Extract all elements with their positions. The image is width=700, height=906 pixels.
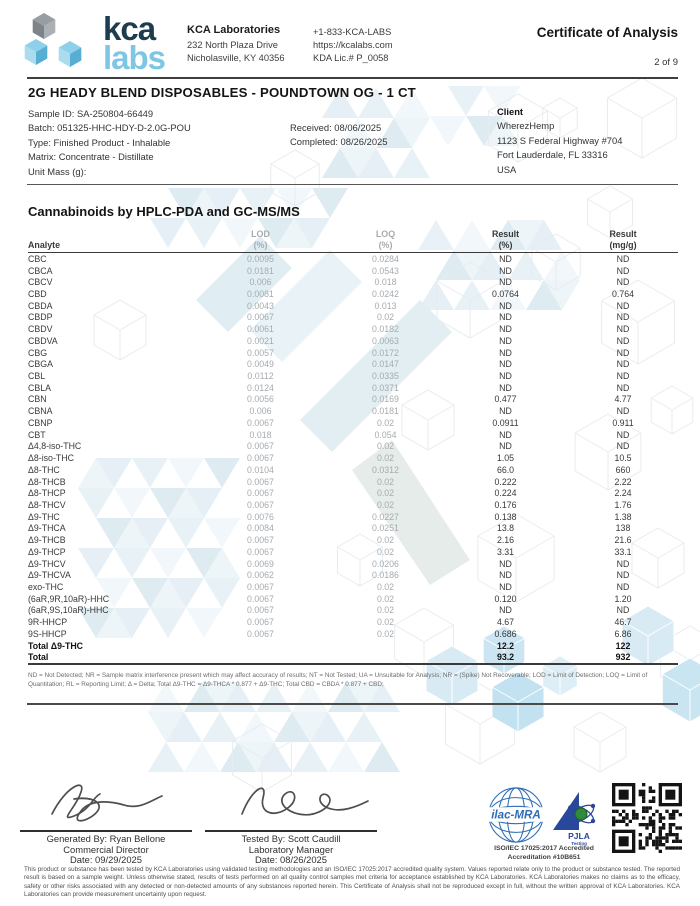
table-row: [28, 358, 678, 370]
cell-a: CBT: [28, 429, 46, 440]
cell-loq: 0.0312: [372, 464, 399, 475]
cell-lod: 0.0067: [247, 488, 274, 499]
footnote-divider: [27, 703, 678, 705]
sample-matrix: Matrix: Concentrate - Distillate: [28, 151, 154, 163]
iso-line1: ISO/IEC 17025:2017 Accredited: [494, 845, 594, 852]
cell-pct: ND: [499, 265, 512, 276]
cell-loq: 0.02: [376, 476, 395, 487]
client-country: USA: [497, 163, 517, 175]
cell-pct: ND: [499, 441, 512, 452]
cell-lod: 0.0067: [247, 617, 274, 628]
column-header-analyte: Analyte: [28, 239, 61, 250]
cell-mgg: ND: [616, 312, 630, 323]
generated-role: Commercial Director: [63, 843, 149, 855]
cell-a: Δ8-iso-THC: [28, 453, 74, 464]
cell-a: CBN: [28, 394, 47, 405]
pjla-sub-label: Testing: [571, 841, 587, 846]
cell-loq: 0.0169: [372, 394, 399, 405]
cell-mgg: 1.20: [614, 593, 632, 604]
cell-pct: 0.138: [494, 511, 517, 522]
sample-batch: Batch: 051325-HHC-HDY-D-2.0G-POU: [28, 122, 191, 134]
cell-lod: 0.0067: [247, 312, 274, 323]
cell-mgg: ND: [616, 359, 630, 370]
cell-loq: 0.02: [376, 499, 395, 510]
cell-mgg: ND: [616, 265, 630, 276]
cell-lod: 0.0076: [247, 511, 274, 522]
cell-a: CBG: [28, 347, 48, 358]
completed-date: Completed: 08/26/2025: [290, 136, 388, 148]
cell-a: Δ8-THCB: [28, 476, 66, 487]
sample-info-block: [28, 107, 278, 179]
result-pct-label: Result: [491, 229, 520, 239]
cell-lod: 0.0067: [247, 593, 274, 604]
cell-a: CBDP: [28, 312, 53, 323]
section-title: Cannabinoids by HPLC-PDA and GC-MS/MS: [28, 204, 300, 219]
cell-loq: 0.0206: [372, 558, 399, 569]
cell-lod: 0.0061: [247, 324, 274, 335]
cell-mgg: ND: [616, 441, 630, 452]
table-row: [28, 429, 678, 441]
table-row: [28, 464, 678, 476]
cell-pct: 66.0: [496, 464, 515, 475]
tested-signature-line: [205, 830, 377, 832]
cell-loq: 0.013: [374, 300, 397, 311]
cell-lod: 0.006: [249, 406, 272, 417]
cell-loq: 0.02: [376, 628, 395, 639]
table-row: [28, 616, 678, 628]
cell-a: 9S-HHCP: [28, 628, 67, 639]
cell-a: CBDV: [28, 324, 53, 335]
cell-pct: ND: [499, 406, 512, 417]
lab-license: KDA Lic.# P_0058: [313, 53, 389, 63]
sample-type: Type: Finished Product - Inhalable: [28, 136, 171, 148]
cell-loq: 0.02: [376, 605, 395, 616]
generated-signature-icon: [40, 772, 180, 828]
logo-word-labs: labs: [103, 39, 166, 76]
cell-mgg: ND: [616, 558, 630, 569]
lab-address-line2: Nicholasville, KY 40356: [187, 53, 285, 63]
cell-loq: 0.0172: [372, 347, 399, 358]
cell-pct: 0.120: [494, 593, 517, 604]
cell-pct: 13.8: [496, 523, 515, 534]
cell-a: CBLA: [28, 382, 51, 393]
cell-pct: ND: [499, 382, 512, 393]
cell-lod: 0.0062: [247, 570, 274, 581]
table-row: [28, 335, 678, 347]
cell-a: Δ4,8-iso-THC: [28, 441, 82, 452]
cell-mgg: 0.911: [612, 417, 634, 428]
cell-pct: ND: [499, 300, 512, 311]
table-body: [28, 253, 678, 665]
cell-a: CBDVA: [28, 335, 58, 346]
cell-mgg: 0.764: [611, 289, 634, 300]
lab-address-block: [187, 24, 307, 65]
ilac-mra-badge-icon: [487, 786, 545, 844]
cell-pct: 0.222: [494, 476, 517, 487]
cell-loq: 0.02: [376, 617, 395, 628]
cell-lod: 0.0067: [247, 581, 274, 592]
cell-mgg: 932: [615, 652, 631, 663]
cell-mgg: ND: [616, 253, 630, 264]
cell-loq: 0.02: [376, 546, 395, 557]
cell-loq: 0.0251: [372, 523, 399, 534]
lod-label: LOD: [251, 229, 270, 239]
client-address2: Fort Lauderdale, FL 33316: [497, 149, 608, 161]
cell-a: CBNP: [28, 417, 53, 428]
cell-loq: 0.02: [376, 312, 395, 323]
cell-loq: 0.02: [376, 417, 395, 428]
cell-loq: 0.0227: [372, 511, 399, 522]
loq-unit: (%): [378, 239, 393, 250]
svg-text:ilac-MRA: ilac-MRA: [491, 808, 541, 822]
cell-a: Total: [28, 652, 49, 663]
cell-mgg: ND: [616, 335, 630, 346]
table-row: [28, 546, 678, 558]
cell-pct: ND: [499, 253, 512, 264]
cell-lod: 0.0069: [247, 558, 274, 569]
cell-pct: ND: [499, 429, 512, 440]
lab-name: KCA Laboratories: [187, 24, 281, 36]
table-row: [28, 253, 678, 265]
cell-lod: 0.0067: [247, 441, 274, 452]
client-label: Client: [497, 106, 524, 117]
cell-lod: 0.0181: [247, 265, 274, 276]
cell-mgg: 10.5: [614, 453, 632, 464]
cell-pct: ND: [499, 371, 512, 382]
cell-pct: 4.67: [496, 617, 515, 628]
cell-pct: ND: [499, 277, 512, 288]
tested-signature-icon: [228, 770, 378, 828]
cell-mgg: ND: [616, 406, 630, 417]
cell-loq: 0.0543: [372, 265, 399, 276]
table-row: [28, 276, 678, 288]
cell-loq: 0.0063: [372, 335, 399, 346]
kca-cubes-icon: [20, 12, 100, 74]
cell-loq: 0.0186: [372, 570, 399, 581]
cell-loq: 0.02: [376, 535, 395, 546]
result-mgg-label: Result: [609, 229, 637, 239]
cell-pct: ND: [499, 347, 512, 358]
cell-mgg: ND: [616, 300, 630, 311]
cell-lod: 0.0067: [247, 628, 274, 639]
table-row: [28, 523, 678, 535]
cell-loq: 0.0371: [372, 382, 399, 393]
tested-role: Laboratory Manager: [248, 843, 334, 855]
lab-phone: +1-833-KCA-LABS: [313, 27, 392, 37]
loq-label: LOQ: [375, 229, 396, 239]
cell-pct: 3.31: [496, 546, 515, 557]
cell-lod: 0.0021: [247, 335, 274, 346]
lab-contact-block: [313, 26, 443, 65]
cell-loq: 0.02: [376, 581, 395, 592]
cannabinoid-table: [28, 229, 678, 665]
table-row: [28, 558, 678, 570]
cell-mgg: ND: [616, 581, 630, 592]
table-row: [28, 651, 678, 663]
table-header: [28, 229, 678, 253]
cell-lod: 0.0067: [247, 535, 274, 546]
cell-pct: 1.05: [496, 453, 515, 464]
generated-by-block: [20, 834, 192, 866]
cell-lod: 0.0067: [247, 499, 274, 510]
cell-pct: ND: [499, 312, 512, 323]
document-title: Certificate of Analysis: [536, 25, 678, 40]
cell-a: (6aR,9R,10aR)-HHC: [28, 593, 110, 604]
cell-a: CBGA: [28, 359, 53, 370]
sample-unit-mass: Unit Mass (g):: [28, 165, 87, 177]
cell-mgg: 660: [615, 464, 631, 475]
client-address1: 1123 S Federal Highway #704: [497, 134, 623, 146]
table-row: [28, 441, 678, 453]
cell-lod: 0.0104: [247, 464, 274, 475]
lod-unit: (%): [253, 239, 268, 250]
pjla-label: PJLA: [568, 831, 590, 841]
client-name: WherezHemp: [497, 120, 555, 132]
cell-lod: 0.0067: [247, 417, 274, 428]
cell-mgg: 4.77: [614, 394, 632, 405]
iso-line2: Accreditation #10B651: [507, 853, 581, 861]
table-row: [28, 370, 678, 382]
column-header-result-pct: [443, 229, 568, 250]
cell-a: CBNA: [28, 406, 53, 417]
cell-lod: 0.0084: [247, 523, 274, 534]
cell-lod: 0.0043: [247, 300, 274, 311]
cell-pct: ND: [499, 335, 512, 346]
header-divider: [27, 77, 678, 79]
table-row: [28, 569, 678, 581]
cell-pct: ND: [499, 581, 512, 592]
cell-a: CBL: [28, 371, 46, 382]
cell-mgg: ND: [616, 371, 630, 382]
cell-a: exo-THC: [28, 581, 64, 592]
pjla-badge-icon: [550, 788, 604, 846]
cell-a: CBCV: [28, 277, 53, 288]
tested-by-block: [205, 834, 377, 866]
cell-lod: 0.0067: [247, 476, 274, 487]
table-row: [28, 628, 678, 640]
table-row: [28, 417, 678, 429]
cell-mgg: 138: [615, 523, 631, 534]
cell-mgg: ND: [616, 382, 630, 393]
cell-a: (6aR,9S,10aR)-HHC: [28, 605, 109, 616]
legal-disclaimer: This product or substance has been tested by KCA Laboratories using validated testing methodologies and an ISO/IEC 17025:2017 accredited quality system. Values reported relate only to the product or substance tested. The reported result is based on a sample weight. Unless otherwise stated, results of tests performed on all quality control samples met criteria for acceptance established by KCA Laboratories. KCA Laboratories makes no claims as to the efficacy, safety or other risks associated with any detected or non-detected amounts of any substances reported herein. This Certificate of Analysis shall not be reproduced except in full, without the written approval of KCA Laboratories. KCA Laboratories can provide measurement uncertainty upon request.: [24, 866, 680, 898]
cell-lod: 0.0112: [247, 371, 274, 382]
cell-mgg: 2.24: [614, 488, 632, 499]
cell-pct: 0.0764: [492, 289, 519, 300]
cell-a: CBDA: [28, 300, 53, 311]
cell-lod: 0.006: [249, 277, 272, 288]
table-row: [28, 511, 678, 523]
cell-a: Δ9-THC: [28, 511, 60, 522]
table-row: [28, 394, 678, 406]
cell-mgg: ND: [616, 605, 630, 616]
result-pct-unit: (%): [498, 239, 513, 250]
cell-a: Δ9-THCV: [28, 558, 66, 569]
cell-pct: 0.477: [494, 394, 517, 405]
table-row: [28, 288, 678, 300]
cell-pct: ND: [499, 605, 512, 616]
cell-mgg: ND: [616, 429, 630, 440]
column-header-result-mgg: [568, 229, 678, 250]
cell-loq: 0.018: [374, 277, 397, 288]
qr-code-icon: [612, 783, 682, 853]
table-row: [28, 347, 678, 359]
cell-pct: 0.0911: [492, 417, 519, 428]
cell-mgg: ND: [616, 570, 630, 581]
cell-loq: 0.02: [376, 453, 395, 464]
table-row: [28, 487, 678, 499]
cell-a: CBC: [28, 253, 47, 264]
cell-pct: ND: [499, 558, 512, 569]
cell-loq: 0.02: [376, 441, 395, 452]
tested-by: Tested By: Scott Caudill: [241, 833, 341, 844]
cell-loq: 0.0182: [372, 324, 399, 335]
cell-lod: 0.0124: [247, 382, 274, 393]
cell-pct: ND: [499, 359, 512, 370]
cell-a: Δ9-THCA: [28, 523, 66, 534]
cell-lod: 0.0081: [247, 289, 274, 300]
received-date: Received: 08/06/2025: [290, 122, 382, 133]
cell-lod: 0.0056: [247, 394, 274, 405]
cell-lod: 0.0067: [247, 605, 274, 616]
cell-mgg: 21.6: [614, 535, 632, 546]
cell-lod: 0.0067: [247, 453, 274, 464]
lab-website[interactable]: https://kcalabs.com: [313, 40, 393, 50]
cell-loq: 0.0147: [372, 359, 399, 370]
cell-loq: 0.0242: [372, 289, 399, 300]
cell-a: Δ8-THCV: [28, 499, 66, 510]
cell-lod: 0.018: [249, 429, 272, 440]
cell-pct: ND: [499, 324, 512, 335]
table-row: [28, 499, 678, 511]
cell-pct: 0.686: [494, 628, 517, 639]
cell-loq: 0.02: [376, 593, 395, 604]
cell-lod: 0.0057: [247, 347, 274, 358]
info-divider: [27, 184, 678, 185]
cell-pct: 0.224: [494, 488, 517, 499]
cell-mgg: 33.1: [614, 546, 632, 557]
generated-date: Date: 09/29/2025: [70, 854, 142, 866]
cell-mgg: 122: [615, 640, 631, 651]
cell-a: Δ8-THC: [28, 464, 60, 475]
accreditation-text: [473, 845, 615, 862]
cell-a: Δ8-THCP: [28, 488, 66, 499]
table-row: [28, 605, 678, 617]
cell-pct: 93.2: [496, 652, 515, 663]
cell-a: Total Δ9-THC: [28, 640, 84, 651]
product-title: 2G HEADY BLEND DISPOSABLES - POUNDTOWN OG - 1 CT: [28, 85, 416, 100]
cell-mgg: 46.7: [614, 617, 632, 628]
sample-id: Sample ID: SA-250804-66449: [28, 108, 154, 119]
table-row: [28, 452, 678, 464]
table-row: [28, 534, 678, 546]
result-mgg-unit: (mg/g): [609, 239, 637, 250]
cell-a: CBCA: [28, 265, 53, 276]
table-row: [28, 593, 678, 605]
cell-mgg: ND: [616, 347, 630, 358]
cell-lod: 0.0049: [247, 359, 274, 370]
table-row: [28, 476, 678, 488]
table-row: [28, 640, 678, 652]
page-number: 2 of 9: [654, 57, 678, 68]
cell-mgg: 1.38: [614, 511, 632, 522]
cell-mgg: 2.22: [614, 476, 632, 487]
cell-lod: 0.0067: [247, 546, 274, 557]
client-block: [497, 105, 682, 177]
cell-loq: 0.054: [374, 429, 397, 440]
generated-signature-line: [20, 830, 192, 832]
cell-pct: 12.2: [496, 640, 515, 651]
cell-a: Δ9-THCB: [28, 535, 66, 546]
tested-date: Date: 08/26/2025: [255, 854, 327, 866]
cell-loq: 0.0181: [372, 406, 399, 417]
cell-a: 9R-HHCP: [28, 617, 68, 628]
table-footnote: ND = Not Detected; NR = Sample matrix interference present which may affect accuracy of results; NT = Not Tested; UA = Unsuitable for Analysis; NR = (Spike) Not Recoverable; LOD = Limit of Detection; LOQ = Limit of Quantitation; RL = Reporting Limit; Δ = Delta; Total Δ9-THC = Δ9-THCA * 0.877 + Δ9-THC; Total CBD = CBDA * 0.877 + CBD;: [28, 672, 648, 688]
column-header-lod: [193, 229, 328, 250]
dates-block: [290, 121, 460, 150]
table-row: [28, 300, 678, 312]
cell-a: Δ9-THCVA: [28, 570, 71, 581]
table-row: [28, 323, 678, 335]
lab-address-line1: 232 North Plaza Drive: [187, 40, 278, 50]
cell-pct: 2.16: [496, 535, 515, 546]
cell-mgg: ND: [616, 277, 630, 288]
generated-by: Generated By: Ryan Bellone: [46, 833, 166, 844]
table-row: [28, 405, 678, 417]
column-header-loq: [328, 229, 443, 250]
cell-mgg: 1.76: [614, 499, 632, 510]
cell-lod: 0.0095: [247, 253, 274, 264]
cell-pct: ND: [499, 570, 512, 581]
cell-loq: 0.02: [376, 488, 395, 499]
table-row: [28, 312, 678, 324]
kca-logo: [20, 12, 100, 79]
logo-word-kca: kca: [103, 10, 156, 47]
table-row: [28, 265, 678, 277]
cell-loq: 0.0284: [372, 253, 399, 264]
cell-loq: 0.0335: [372, 371, 399, 382]
table-row: [28, 382, 678, 394]
cell-mgg: ND: [616, 324, 630, 335]
cell-mgg: 6.86: [614, 628, 632, 639]
table-row: [28, 581, 678, 593]
cell-a: Δ9-THCP: [28, 546, 66, 557]
cell-pct: 0.176: [494, 499, 517, 510]
cell-a: CBD: [28, 289, 47, 300]
